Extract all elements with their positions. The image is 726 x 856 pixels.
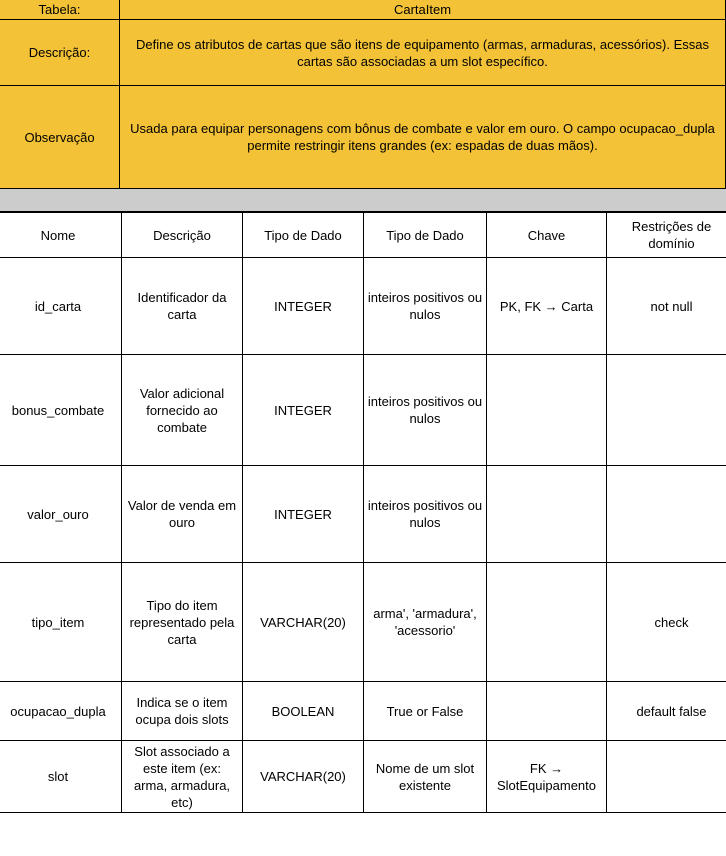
observation-row: [0, 86, 726, 189]
cell-nome[interactable]: slot: [0, 741, 122, 813]
table-header-row: [0, 213, 726, 258]
table-row: [0, 466, 726, 563]
cell-restricoes[interactable]: [607, 466, 726, 563]
cell-descricao[interactable]: Valor de venda em ouro: [122, 466, 243, 563]
cell-tipo-2[interactable]: inteiros positivos ou nulos: [364, 466, 487, 563]
table-row: [0, 355, 726, 466]
column-header-nome[interactable]: Nome: [0, 213, 122, 258]
cell-chave[interactable]: [487, 466, 607, 563]
table-row: [0, 258, 726, 355]
cell-restricoes[interactable]: check: [607, 563, 726, 682]
table-row: [0, 741, 726, 813]
cell-descricao[interactable]: Valor adicional fornecido ao combate: [122, 355, 243, 466]
cell-chave[interactable]: PK, FK → Carta: [487, 258, 607, 355]
cell-tipo-2[interactable]: inteiros positivos ou nulos: [364, 258, 487, 355]
column-header-chave[interactable]: Chave: [487, 213, 607, 258]
cell-tipo[interactable]: INTEGER: [243, 258, 364, 355]
column-header-descricao[interactable]: Descrição: [122, 213, 243, 258]
cell-nome[interactable]: tipo_item: [0, 563, 122, 682]
cell-tipo[interactable]: VARCHAR(20): [243, 563, 364, 682]
cell-tipo[interactable]: INTEGER: [243, 355, 364, 466]
descricao-value[interactable]: Define os atributos de cartas que são itens de equipamento (armas, armaduras, acessórios). Essas cartas são associadas a um slot específico.: [120, 20, 726, 86]
cell-tipo-2[interactable]: Nome de um slot existente: [364, 741, 487, 813]
table-row: [0, 563, 726, 682]
separator-row: [0, 189, 726, 212]
observacao-value[interactable]: Usada para equipar personagens com bônus de combate e valor em ouro. O campo ocupacao_dupla permite restringir itens grandes (ex: espadas de duas mãos).: [120, 86, 726, 189]
cell-tipo-2[interactable]: True or False: [364, 682, 487, 741]
cell-tipo-2[interactable]: arma', 'armadura', 'acessorio': [364, 563, 487, 682]
cell-restricoes[interactable]: default false: [607, 682, 726, 741]
cell-nome[interactable]: id_carta: [0, 258, 122, 355]
cell-nome[interactable]: ocupacao_dupla: [0, 682, 122, 741]
cell-chave[interactable]: [487, 355, 607, 466]
cell-restricoes[interactable]: [607, 355, 726, 466]
table-name-row: [0, 0, 726, 20]
observacao-label[interactable]: Observação: [0, 86, 120, 189]
description-row: [0, 20, 726, 86]
column-header-tipo-dado[interactable]: Tipo de Dado: [243, 213, 364, 258]
cell-tipo[interactable]: INTEGER: [243, 466, 364, 563]
attributes-table: [0, 212, 726, 813]
column-header-tipo-dado-2[interactable]: Tipo de Dado: [364, 213, 487, 258]
cell-nome[interactable]: valor_ouro: [0, 466, 122, 563]
tabela-label[interactable]: Tabela:: [0, 0, 120, 20]
cell-descricao[interactable]: Slot associado a este item (ex: arma, armadura, etc): [122, 741, 243, 813]
cell-descricao[interactable]: Tipo do item representado pela carta: [122, 563, 243, 682]
cell-nome[interactable]: bonus_combate: [0, 355, 122, 466]
column-header-restricoes[interactable]: Restrições de domínio: [607, 213, 726, 258]
cell-tipo-2[interactable]: inteiros positivos ou nulos: [364, 355, 487, 466]
cell-restricoes[interactable]: [607, 741, 726, 813]
cell-chave[interactable]: [487, 563, 607, 682]
cell-chave[interactable]: FK → SlotEquipamento: [487, 741, 607, 813]
cell-tipo[interactable]: VARCHAR(20): [243, 741, 364, 813]
descricao-label[interactable]: Descrição:: [0, 20, 120, 86]
tabela-value[interactable]: CartaItem: [120, 0, 726, 20]
cell-descricao[interactable]: Indica se o item ocupa dois slots: [122, 682, 243, 741]
cell-restricoes[interactable]: not null: [607, 258, 726, 355]
cell-chave[interactable]: [487, 682, 607, 741]
cell-descricao[interactable]: Identificador da carta: [122, 258, 243, 355]
table-row: [0, 682, 726, 741]
cell-tipo[interactable]: BOOLEAN: [243, 682, 364, 741]
